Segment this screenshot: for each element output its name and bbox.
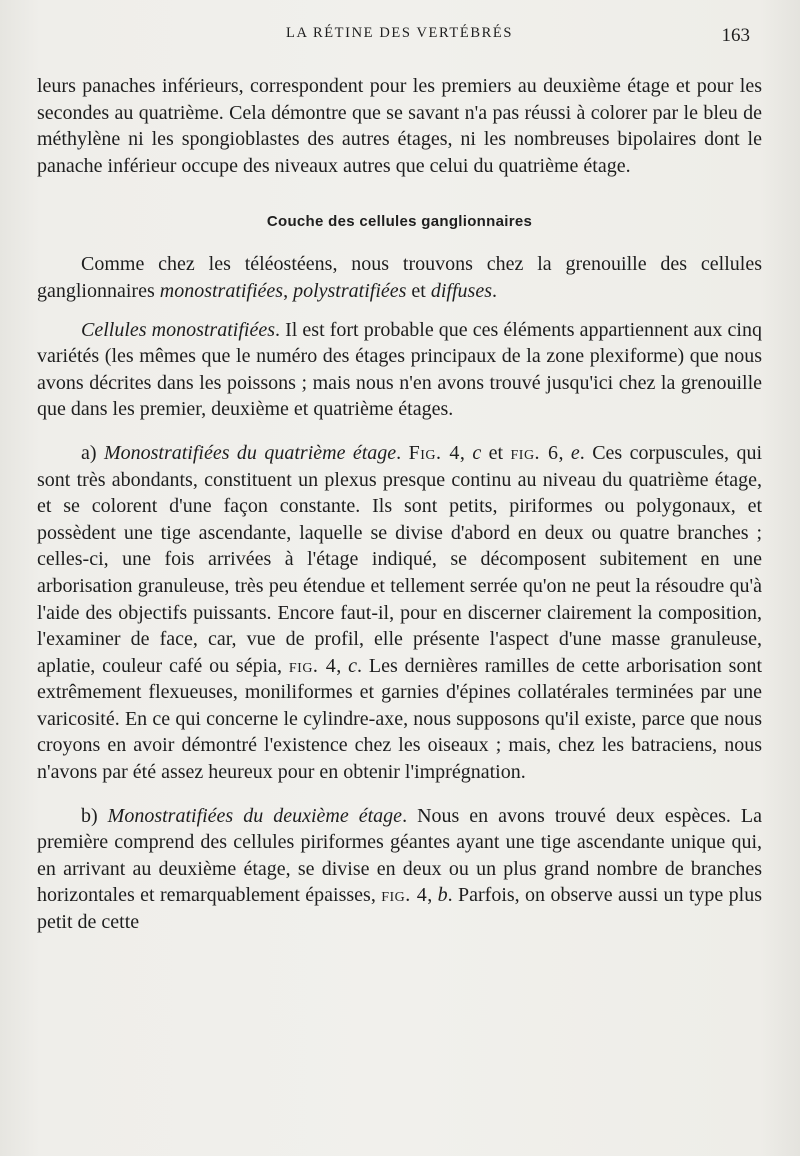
paragraph-continuation: leurs panaches inférieurs, correspondent pour les premiers au deuxième étage et pour les secondes au quatrième. Cela démontre que se savant n'a pas réussi à colorer par le bleu de méthylène ni les spongioblastes des autres étages, ni les nombreuses bipolaires dont le panache inférieur occupe des niveaux autres que celui du quatrième étage. <box>37 75 762 177</box>
text-run: . <box>396 441 409 464</box>
text-run: , <box>558 441 571 464</box>
item-marker: b) <box>81 804 108 827</box>
term-monostratified: monostratifiées <box>159 279 284 302</box>
item-marker: a) <box>81 441 104 464</box>
figure-letter: c <box>472 441 482 464</box>
item-title: Monostratifiées du deuxième étage <box>107 804 403 827</box>
term-diffuse: diffuses <box>430 279 492 302</box>
figure-reference: fig. 6 <box>510 441 559 464</box>
text-run: . Il est fort probable que ces éléments appartiennent aux cinq variétés (les mêmes que le numéro des étages principaux de la zone plexiforme) que nous avons décrites dans les poissons ; mais nous n'en avons trouvé jusqu'ici chez la grenouille que dans les premier, deuxième et quatrième étages. <box>37 318 762 421</box>
term-polystratified: polystratifiées <box>293 279 407 302</box>
running-title: LA RÉTINE DES VERTÉBRÉS <box>286 25 513 41</box>
paragraph-ganglion-intro <box>37 251 762 304</box>
text-run: . Parfois, on observe aussi un type plus petit de cette <box>37 884 763 934</box>
running-header <box>37 22 762 52</box>
text-run: , <box>283 279 294 302</box>
page-number: 163 <box>721 25 750 46</box>
paragraph-second-stage <box>37 803 762 936</box>
section-heading: Couche des cellules ganglionnaires <box>266 213 533 231</box>
text-run: et <box>481 441 511 464</box>
figure-reference: fig. 4 <box>381 884 428 907</box>
figure-letter: c <box>348 654 358 677</box>
subsection-title: Cellules monostratifiées <box>81 318 275 341</box>
text-run: . Les dernières ramilles de cette arborisation sont extrêmement flexueuses, moniliformes et garnies d'épines collatérales terminées par une varicosité. En ce qui concerne le cylindre-axe, nous supposons qu'il existe, parce que nous croyons en avoir démontré l'existence chez les oiseaux ; mais, chez les batraciens, nous n'avons par été assez heureux pour en obtenir l'imprégnation. <box>37 654 762 784</box>
figure-letter: e <box>570 441 580 464</box>
page-body <box>37 73 762 936</box>
item-title: Monostratifiées du quatrième étage <box>103 441 397 464</box>
text-run: , <box>427 884 438 907</box>
text-run: . Ces corpuscules, qui sont très abondants, constituent un plexus presque continu au niveau du quatrième étage, et se colorent d'une façon constante. Ils sont petits, piriformes ou polygonaux, et possèdent une tige ascendante, laquelle se divise d'abord en deux ou quatre branches ; celles-ci, une fois arrivées à l'étage indiqué, se décomposent subitement en une arborisation granuleuse, très peu étendue et tellement serrée qu'on ne peut la résoudre qu'à l'aide des objectifs puissants. Encore faut-il, pour en discerner clairement la composition, l'examiner de face, car, vue de profil, elle présente l'aspect d'une masse granuleuse, aplatie, couleur café ou sépia, <box>37 441 763 677</box>
figure-letter: b <box>437 884 448 907</box>
text-run: , <box>336 654 349 677</box>
figure-reference: Fig. 4 <box>408 441 460 464</box>
figure-reference: fig. 4 <box>288 654 337 677</box>
paragraph-monostratified-cells <box>37 317 762 423</box>
text-run: , <box>459 441 473 464</box>
text-run: . <box>491 279 497 302</box>
text-run: et <box>406 279 431 302</box>
text-run: Comme chez les téléostéens, nous trouvons chez la grenouille des cellules ganglionnaires <box>37 253 762 302</box>
text-run: . Nous en avons trouvé deux espèces. La première comprend des cellules piriformes géantes ayant une tige ascendante unique qui, en arrivant au deuxième étage, se divise en deux ou un plus grand nombre de branches horizontales et remarquablement épaisses, <box>37 804 762 907</box>
paragraph-fourth-stage <box>37 440 762 786</box>
